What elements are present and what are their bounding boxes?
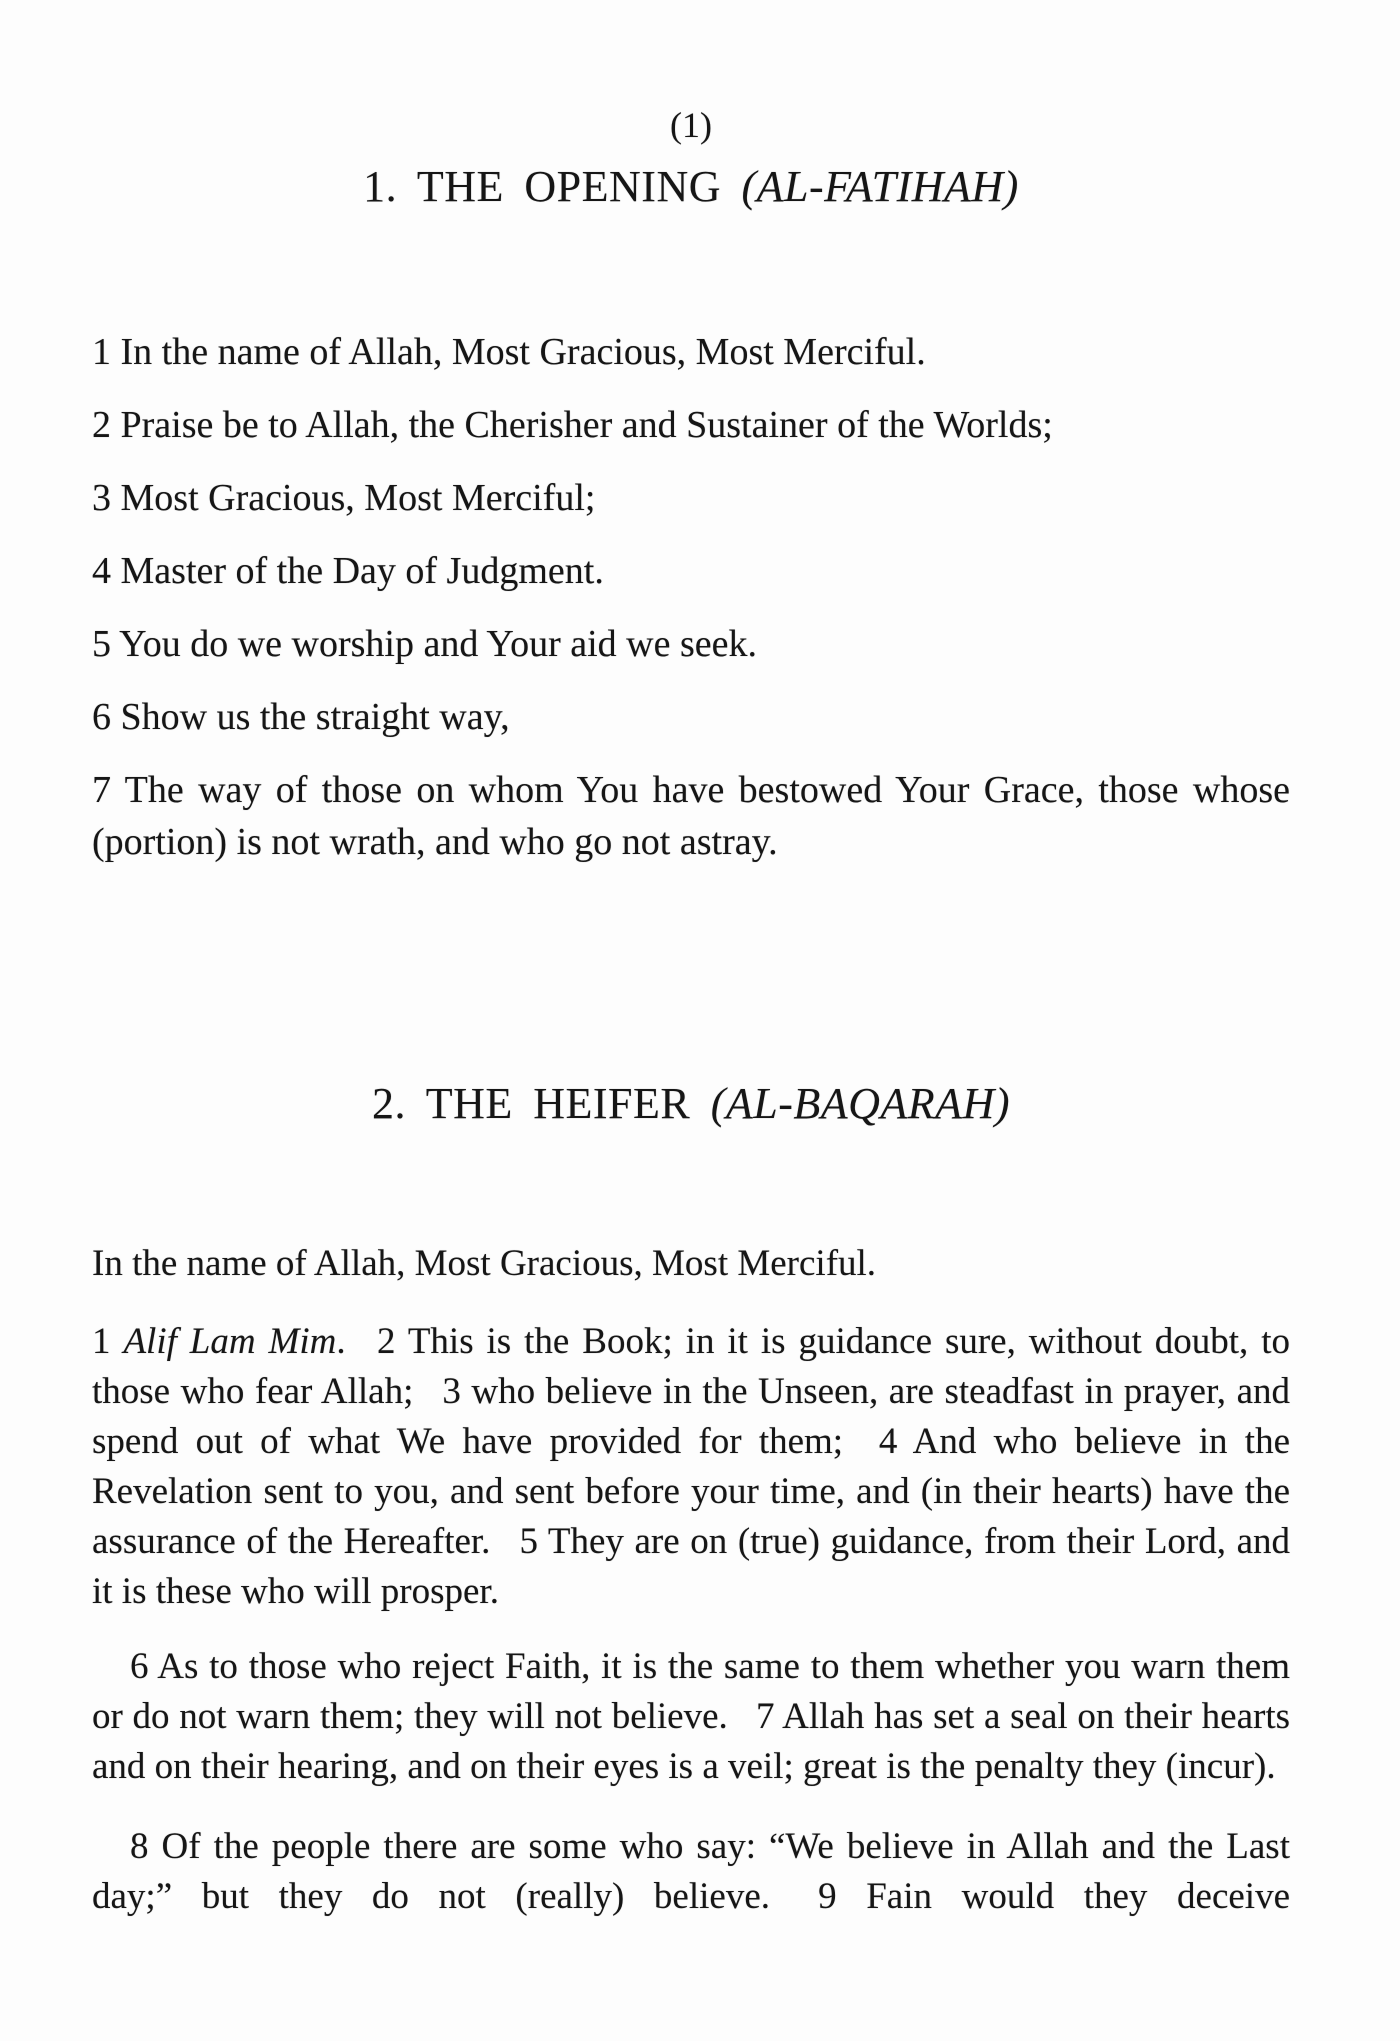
chapter-2-transliteration: (AL-BAQARAH)	[710, 1079, 1010, 1128]
alif-lam-mim-italic: Alif Lam Mim	[123, 1321, 337, 1362]
chapter-2-bismillah: In the name of Allah, Most Gracious, Most Merciful.	[92, 1243, 877, 1284]
verse-5: 5 You do we worship and Your aid we seek.	[92, 623, 757, 665]
chapter-2-heading-text: 2. THE HEIFER	[372, 1079, 711, 1128]
verse-3: 3 Most Gracious, Most Merciful;	[92, 477, 596, 519]
page-number: (1)	[670, 105, 712, 145]
chapter-1-verses	[92, 326, 1290, 868]
page-content	[92, 0, 1290, 1922]
chapter-2-paragraph-2: 6 As to those who reject Faith, it is the same to them whether you warn them or do not warn them; they will not believe. 7 Allah has set a seal on their hearts and on their hearing, and on their eyes is a veil; great is the penalty they (incur).	[92, 1646, 1290, 1787]
chapter-1-heading-text: 1. THE OPENING	[363, 162, 742, 211]
chapter-2-heading	[92, 1077, 1290, 1131]
verse-2: 2 Praise be to Allah, the Cherisher and Sustainer of the Worlds;	[92, 404, 1053, 446]
paragraph-1-body: . 2 This is the Book; in it is guidance sure, without doubt, to those who fear Allah; 3 who believe in the Unseen, are steadfast in prayer, and spend out of what We have provided for them; 4 And who believe in the Revelation sent to you, and sent before your time, and (in their hearts) have the assurance of the Hereafter. 5 They are on (true) guidance, from their Lord, and it is these who will prosper.	[92, 1321, 1291, 1612]
chapter-1-transliteration: (AL-FATIHAH)	[741, 162, 1019, 211]
verse-number-prefix: 1	[92, 1321, 124, 1362]
verse-6: 6 Show us the straight way,	[92, 696, 510, 738]
verse-7: 7 The way of those on whom You have bestowed Your Grace, those whose (portion) is not wrath, and who go not astray.	[92, 769, 1290, 863]
chapter-1-heading	[92, 160, 1290, 214]
verse-1: 1 In the name of Allah, Most Gracious, Most Merciful.	[92, 331, 926, 373]
chapter-2-paragraph-3: 8 Of the people there are some who say: “We believe in Allah and the Last day;” but they do not (really) believe. 9 Fain would they deceive	[92, 1826, 1290, 1917]
verse-4: 4 Master of the Day of Judgment.	[92, 550, 604, 592]
chapter-2-paragraph-1	[92, 1317, 1290, 1617]
